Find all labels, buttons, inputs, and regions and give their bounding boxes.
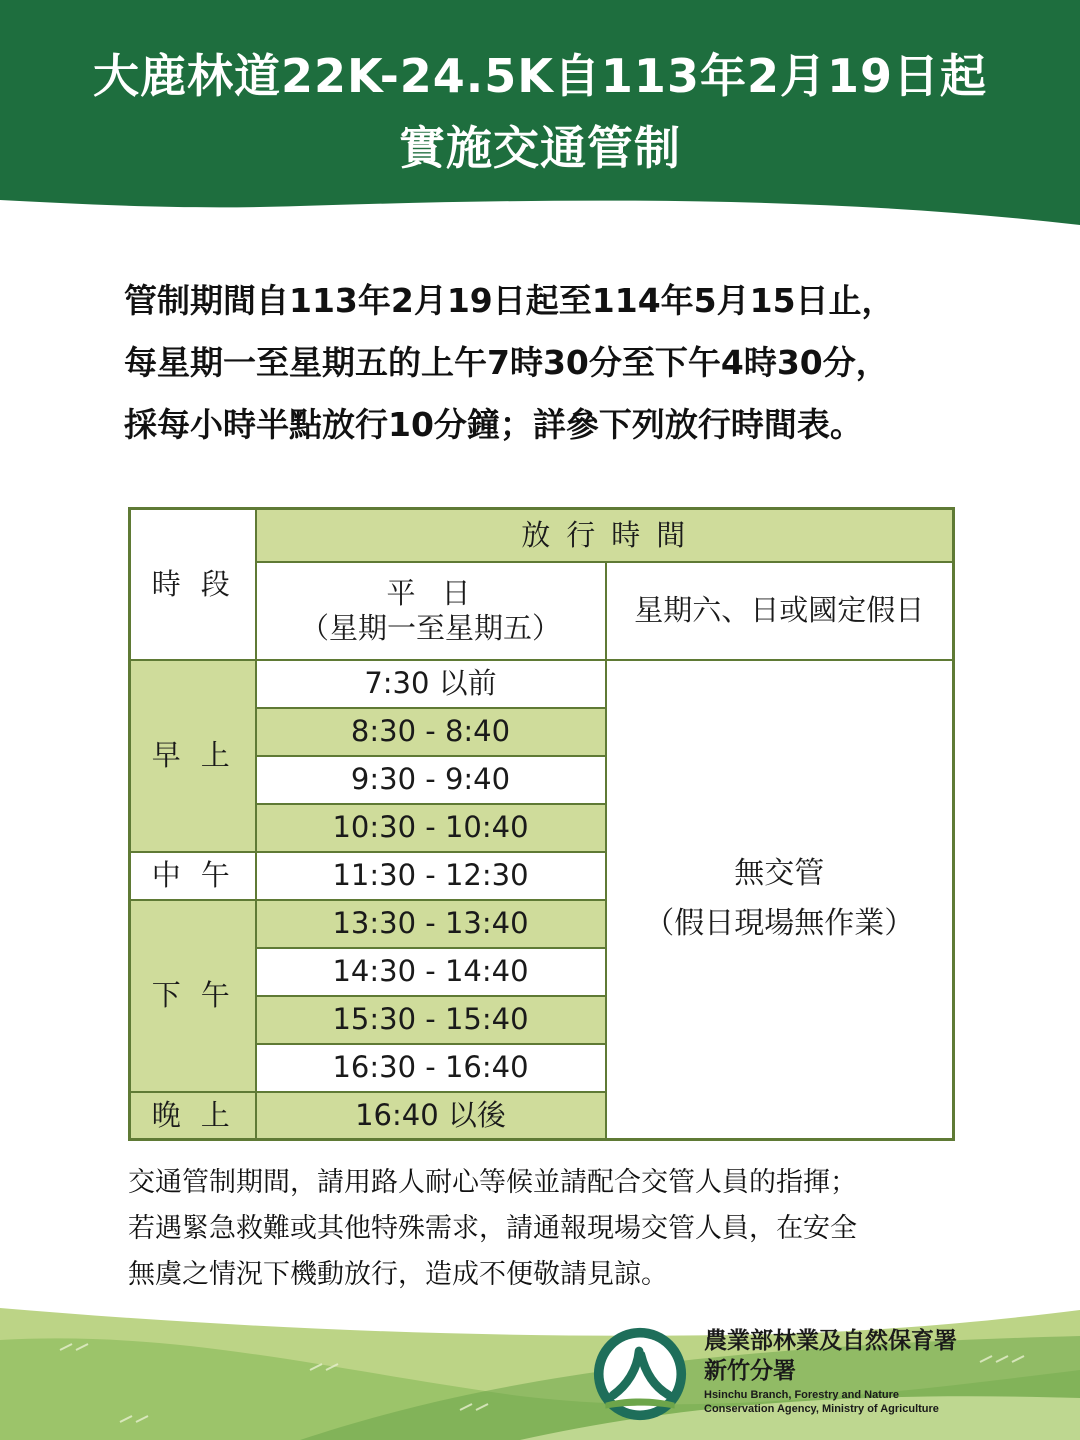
footer-note-line-2: 若遇緊急救難或其他特殊需求，請通報現場交管人員，在安全: [128, 1213, 857, 1244]
agency-branch: 新竹分署: [704, 1358, 796, 1384]
weekday-header: [256, 562, 606, 660]
agency-logo-icon: [592, 1326, 688, 1422]
weekend-value-line-1: 無交管: [734, 856, 825, 892]
agency-english-name: [704, 1388, 939, 1416]
slot-cell: 16:30 - 16:40: [256, 1044, 606, 1092]
period-morning: 早上: [130, 660, 256, 852]
intro-line-3: 採每小時半點放行10分鐘；詳參下列放行時間表。: [124, 405, 863, 444]
weekday-subtitle: （星期一至星期五）: [299, 610, 561, 645]
agency-block: [592, 1322, 1072, 1432]
slot-cell: 11:30 - 12:30: [256, 852, 606, 900]
intro-line-2: 每星期一至星期五的上午7時30分至下午4時30分，: [124, 343, 889, 382]
agency-name: 農業部林業及自然保育署: [704, 1328, 957, 1354]
period-noon: 中午: [130, 852, 256, 900]
slot-cell: 15:30 - 15:40: [256, 996, 606, 1044]
slot-cell: 8:30 - 8:40: [256, 708, 606, 756]
release-time-header: 放行時間: [256, 509, 954, 562]
weekday-title: 平日: [386, 575, 497, 610]
weekend-value-line-2: （假日現場無作業）: [644, 906, 915, 942]
page-title: [0, 40, 1080, 184]
slot-cell: 7:30 以前: [256, 660, 606, 708]
weekend-header: 星期六、日或國定假日: [606, 562, 954, 660]
intro-paragraph: [124, 270, 1004, 456]
footer-note: [128, 1160, 988, 1298]
slot-cell: 13:30 - 13:40: [256, 900, 606, 948]
release-schedule-table: [128, 507, 955, 1141]
agency-en-line-1: Hsinchu Branch, Forestry and Nature: [704, 1389, 899, 1401]
slot-cell: 14:30 - 14:40: [256, 948, 606, 996]
period-header: 時段: [130, 509, 256, 660]
agency-en-line-2: Conservation Agency, Ministry of Agriculture: [704, 1403, 939, 1415]
slot-cell: 16:40 以後: [256, 1092, 606, 1140]
slot-cell: 9:30 - 9:40: [256, 756, 606, 804]
period-afternoon: 下午: [130, 900, 256, 1092]
footer-note-line-1: 交通管制期間，請用路人耐心等候並請配合交管人員的指揮；: [128, 1167, 857, 1198]
title-line-1: 大鹿林道22K-24.5K自113年2月19日起: [93, 49, 987, 103]
slot-cell: 10:30 - 10:40: [256, 804, 606, 852]
intro-line-1: 管制期間自113年2月19日起至114年5月15日止，: [124, 281, 895, 320]
footer-note-line-3: 無虞之情況下機動放行，造成不便敬請見諒。: [128, 1259, 668, 1290]
weekend-no-control: [606, 660, 954, 1140]
period-evening: 晚上: [130, 1092, 256, 1140]
title-line-2: 實施交通管制: [399, 121, 681, 175]
